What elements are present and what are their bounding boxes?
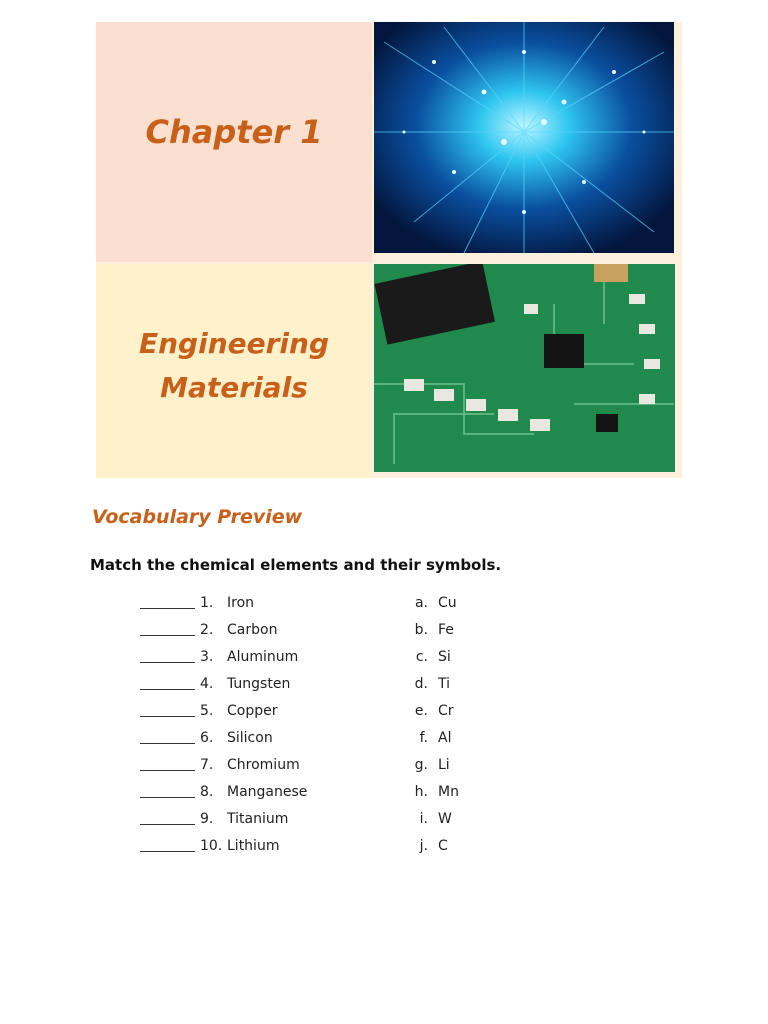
- vocabulary-heading: Vocabulary Preview: [92, 506, 303, 528]
- answer-blank[interactable]: [140, 662, 195, 663]
- item-number: 7.: [200, 757, 214, 773]
- item-number: 1.: [200, 595, 214, 611]
- item-number: 10.: [200, 838, 223, 854]
- list-item: [140, 755, 580, 782]
- element-symbol: Ti: [438, 676, 451, 692]
- option-letter: e.: [414, 703, 428, 719]
- answer-blank[interactable]: [140, 635, 195, 636]
- option-letter: f.: [419, 730, 428, 746]
- matching-list: [140, 593, 580, 863]
- answer-blank[interactable]: [140, 689, 195, 690]
- element-symbol: Mn: [438, 784, 459, 800]
- item-number: 4.: [200, 676, 214, 692]
- answer-blank[interactable]: [140, 851, 195, 852]
- element-symbol: Li: [438, 757, 450, 773]
- answer-blank[interactable]: [140, 716, 195, 717]
- subject-title-line1: Engineering: [139, 327, 329, 360]
- list-item: [140, 836, 580, 863]
- item-number: 2.: [200, 622, 214, 638]
- option-letter: g.: [414, 757, 428, 773]
- answer-blank[interactable]: [140, 824, 195, 825]
- element-name: Aluminum: [227, 649, 299, 665]
- option-letter: i.: [419, 811, 428, 827]
- element-name: Tungsten: [227, 676, 291, 692]
- element-symbol: Al: [438, 730, 452, 746]
- list-item: [140, 593, 580, 620]
- answer-blank[interactable]: [140, 608, 195, 609]
- option-letter: c.: [415, 649, 428, 665]
- subject-title-panel: [96, 264, 372, 478]
- item-number: 5.: [200, 703, 214, 719]
- fiber-optics-image: [374, 22, 674, 253]
- chapter-title-panel: [96, 22, 372, 262]
- list-item: [140, 728, 580, 755]
- option-letter: d.: [414, 676, 428, 692]
- element-name: Titanium: [227, 811, 289, 827]
- element-name: Copper: [227, 703, 278, 719]
- list-item: [140, 701, 580, 728]
- element-symbol: Cr: [438, 703, 454, 719]
- element-name: Manganese: [227, 784, 308, 800]
- element-symbol: Si: [438, 649, 451, 665]
- option-letter: a.: [414, 595, 428, 611]
- element-name: Chromium: [227, 757, 300, 773]
- option-letter: b.: [414, 622, 428, 638]
- list-item: [140, 647, 580, 674]
- instruction-text: Match the chemical elements and their symbols.: [90, 556, 502, 574]
- list-item: [140, 674, 580, 701]
- item-number: 8.: [200, 784, 214, 800]
- element-name: Carbon: [227, 622, 278, 638]
- answer-blank[interactable]: [140, 770, 195, 771]
- list-item: [140, 782, 580, 809]
- element-symbol: W: [438, 811, 452, 827]
- circuit-board-image: [374, 264, 675, 472]
- item-number: 9.: [200, 811, 214, 827]
- item-number: 3.: [200, 649, 214, 665]
- element-symbol: C: [438, 838, 448, 854]
- list-item: [140, 620, 580, 647]
- option-letter: h.: [414, 784, 428, 800]
- element-name: Lithium: [227, 838, 280, 854]
- answer-blank[interactable]: [140, 797, 195, 798]
- chapter-title: Chapter 1: [145, 113, 323, 151]
- option-letter: j.: [419, 838, 428, 854]
- element-name: Iron: [227, 595, 255, 611]
- element-symbol: Fe: [438, 622, 454, 638]
- item-number: 6.: [200, 730, 214, 746]
- element-symbol: Cu: [438, 595, 457, 611]
- subject-title-line2: Materials: [160, 371, 308, 404]
- answer-blank[interactable]: [140, 743, 195, 744]
- list-item: [140, 809, 580, 836]
- element-name: Silicon: [227, 730, 273, 746]
